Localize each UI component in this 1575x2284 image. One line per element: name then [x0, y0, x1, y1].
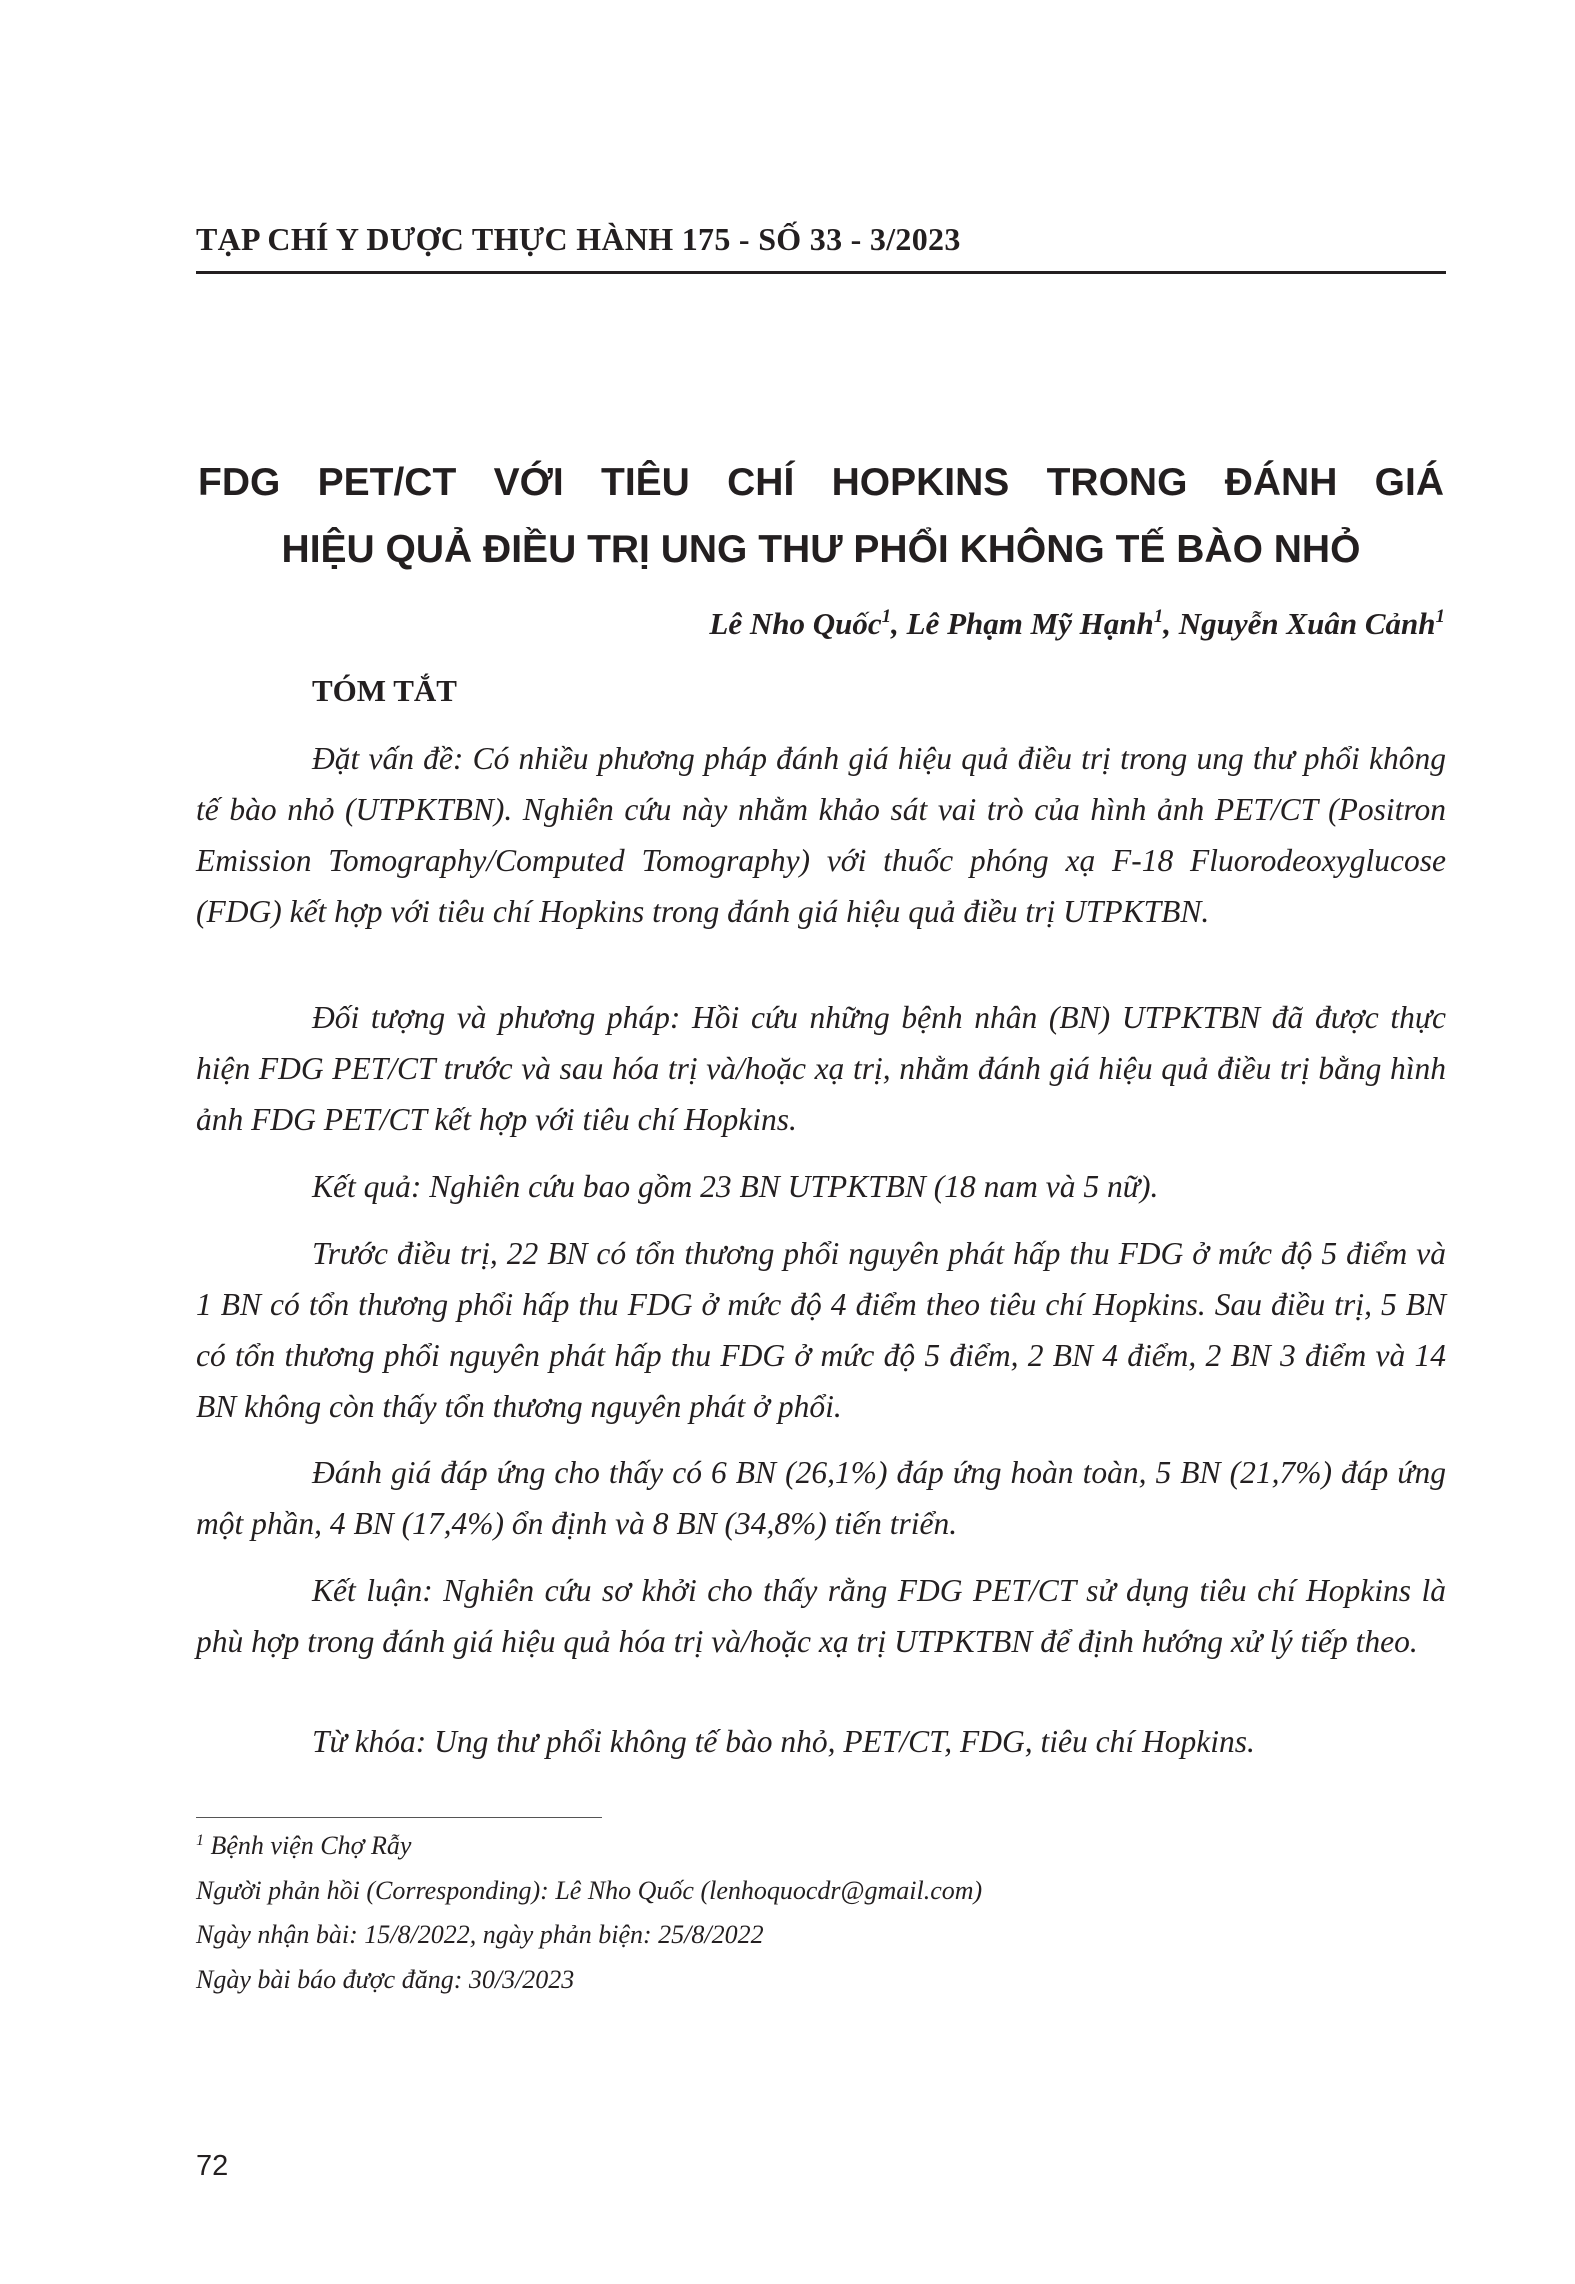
abstract-keywords: Từ khóa: Ung thư phổi không tế bào nhỏ, PET/CT, FDG, tiêu chí Hopkins.	[312, 1724, 1255, 1759]
author-name: Lê Nho Quốc	[709, 606, 882, 641]
footnote-divider	[196, 1817, 602, 1818]
abstract-methods: Đối tượng và phương pháp: Hồi cứu những bệnh nhân (BN) UTPKTBN đã được thực hiện FDG PET/CT trước và sau hóa trị và/hoặc xạ trị, nhằm đánh giá hiệu quả điều trị bằng hình ảnh FDG PET/CT kết hợp với tiêu chí Hopkins.	[196, 1000, 1446, 1137]
header-divider	[196, 271, 1446, 274]
footnote-affiliation: $^1$ Bệnh viện Chợ Rẫy	[196, 1831, 412, 1860]
affiliation-marker: 1	[196, 1832, 204, 1849]
article-title-line-2: HIỆU QUẢ ĐIỀU TRỊ UNG THƯ PHỔI KHÔNG TẾ BÀO NHỎ	[281, 528, 1361, 571]
journal-header: TẠP CHÍ Y DƯỢC THỰC HÀNH 175 - SỐ 33 - 3/2023	[196, 221, 961, 257]
abstract-results-detail: Trước điều trị, 22 BN có tổn thương phổi nguyên phát hấp thu FDG ở mức độ 5 điểm và 1 BN có tổn thương phổi hấp thu FDG ở mức độ 4 điểm theo tiêu chí Hopkins. Sau điều trị, 5 BN có tổn thương phổi nguyên phát hấp thu FDG ở mức độ 5 điểm, 2 BN 4 điểm, 2 BN 3 điểm và 14 BN không còn thấy tổn thương nguyên phát ở phổi.	[196, 1236, 1446, 1424]
article-title-line-1: FDG PET/CT VỚI TIÊU CHÍ HOPKINS TRONG ĐÁNH GIÁ	[198, 461, 1444, 504]
footnotes	[196, 1824, 982, 2002]
abstract-response: Đánh giá đáp ứng cho thấy có 6 BN (26,1%) đáp ứng hoàn toàn, 5 BN (21,7%) đáp ứng một phần, 4 BN (17,4%) ổn định và 8 BN (34,8%) tiến triển.	[196, 1455, 1446, 1541]
footnote-published: Ngày bài báo được đăng: 30/3/2023	[196, 1964, 575, 1994]
abstract-conclusion: Kết luận: Nghiên cứu sơ khởi cho thấy rằng FDG PET/CT sử dụng tiêu chí Hopkins là phù hợp trong đánh giá hiệu quả hóa trị và/hoặc xạ trị UTPKTBN để định hướng xử lý tiếp theo.	[196, 1573, 1446, 1659]
footnote-dates: Ngày nhận bài: 15/8/2022, ngày phản biện: 25/8/2022	[196, 1920, 764, 1949]
affiliation-marker: 1	[1435, 606, 1445, 627]
author-name: Nguyễn Xuân Cảnh	[1178, 606, 1436, 641]
affiliation-marker: 1	[881, 606, 892, 627]
abstract-heading: TÓM TẮT	[312, 673, 457, 708]
footnote-corresponding: Người phản hồi (Corresponding): Lê Nho Quốc (lenhoquocdr@gmail.com)	[196, 1875, 983, 1905]
author-list: Lê Nho Quốc$^1$, Lê Phạm Mỹ Hạnh$^1$, Nguyễn Xuân Cảnh$^1$	[709, 606, 1445, 641]
abstract-background: Đặt vấn đề: Có nhiều phương pháp đánh giá hiệu quả điều trị trong ung thư phổi không tế bào nhỏ (UTPKTBN). Nghiên cứu này nhằm khảo sát vai trò của hình ảnh PET/CT (Positron Emission Tomography/Computed Tomography) với thuốc phóng xạ F-18 Fluorodeoxyglucose (FDG) kết hợp với tiêu chí Hopkins trong đánh giá hiệu quả điều trị UTPKTBN.	[196, 741, 1446, 929]
author-name: Lê Phạm Mỹ Hạnh	[906, 606, 1154, 641]
abstract-results-summary: Kết quả: Nghiên cứu bao gồm 23 BN UTPKTBN (18 nam và 5 nữ).	[312, 1169, 1159, 1204]
page-number: 72	[196, 2150, 229, 2182]
affiliation-marker: 1	[1153, 606, 1164, 627]
